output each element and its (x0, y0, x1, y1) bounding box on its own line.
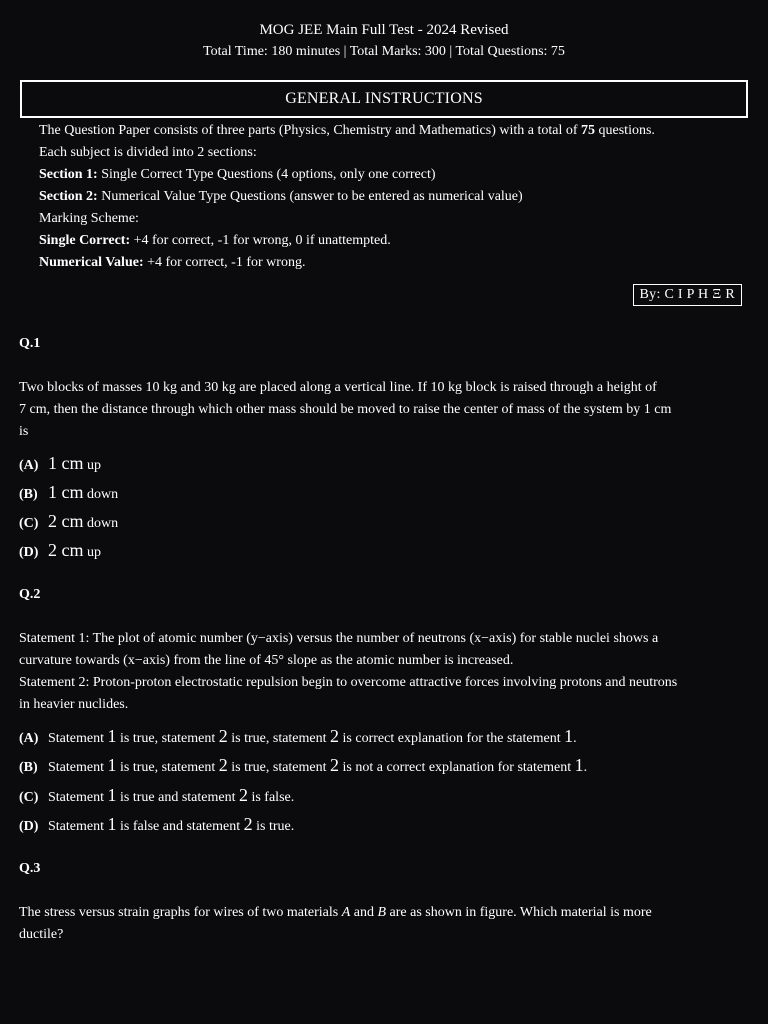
q2-option-a[interactable] (19, 725, 577, 750)
q1-option-a[interactable] (19, 452, 101, 477)
option-letter: (D) (19, 545, 39, 560)
option-text: is false. (247, 790, 295, 805)
statement-number: 1 (107, 785, 117, 805)
q1-option-b[interactable] (19, 481, 118, 506)
option-text: . (573, 731, 577, 746)
test-title: MOG JEE Main Full Test - 2024 Revised (259, 22, 509, 38)
question-text-line: Statement 2: Proton-proton electrostatic repulsion begin to overcome attractive forces involving protons and neutrons (19, 675, 678, 690)
option-suffix: down (83, 516, 119, 531)
option-letter: (C) (19, 516, 39, 531)
instructions-heading: GENERAL INSTRUCTIONS (20, 80, 748, 118)
statement-number: 2 (330, 755, 340, 775)
option-text: is true and statement (116, 790, 239, 805)
instruction-text: The Question Paper consists of three parts (Physics, Chemistry and Mathematics) with a total of (39, 123, 582, 138)
statement-number: 1 (574, 755, 584, 775)
question-3-text (19, 902, 750, 946)
option-letter: (B) (19, 760, 38, 775)
option-text: Statement (48, 731, 108, 746)
statement-number: 2 (243, 814, 253, 834)
section-1-label: Section 1: (39, 167, 98, 182)
option-value: 2 cm (48, 511, 84, 531)
question-2-text (19, 628, 750, 716)
option-suffix: up (83, 458, 101, 473)
statement-number: 2 (330, 726, 340, 746)
question-text-line: ductile? (19, 927, 64, 942)
question-2-label: Q.2 (19, 587, 41, 602)
question-count: 75 (581, 123, 596, 138)
q2-option-d[interactable] (19, 813, 294, 838)
marking-scheme-label: Marking Scheme: (39, 211, 139, 226)
single-correct-text: +4 for correct, -1 for wrong, 0 if unattempted. (130, 233, 391, 248)
instruction-section-2 (39, 186, 768, 208)
question-text-line: Statement 1: The plot of atomic number (y−axis) versus the number of neutrons (x−axis) for stable nuclei shows a (19, 631, 659, 646)
instruction-text: questions. (595, 123, 655, 138)
question-text-line: curvature towards (x−axis) from the line of 45° slope as the atomic number is increased. (19, 653, 514, 668)
option-text: Statement (48, 790, 108, 805)
option-suffix: up (83, 545, 101, 560)
test-summary: Total Time: 180 minutes | Total Marks: 300 | Total Questions: 75 (203, 44, 565, 59)
option-text: is true, statement (227, 731, 331, 746)
question-1-label: Q.1 (19, 336, 41, 351)
option-value: 2 cm (48, 540, 84, 560)
option-letter: (A) (19, 458, 39, 473)
instructions-list (0, 118, 768, 274)
option-text: is true, statement (227, 760, 331, 775)
statement-number: 1 (107, 726, 117, 746)
question-text-line: 7 cm, then the distance through which other mass should be moved to raise the center of mass of the system by 1 cm (19, 402, 672, 417)
marking-single-correct (39, 230, 768, 252)
option-suffix: down (83, 487, 119, 502)
question-text: are as shown in figure. Which material is more (386, 905, 652, 920)
option-value: 1 cm (48, 482, 84, 502)
question-text: and (350, 905, 378, 920)
q2-option-b[interactable] (19, 754, 587, 779)
material-a: A (341, 905, 351, 920)
author-credit (633, 285, 742, 305)
numerical-value-text: +4 for correct, -1 for wrong. (143, 255, 306, 270)
option-value: 1 cm (48, 453, 84, 473)
q1-option-c[interactable] (19, 510, 118, 535)
question-text-line: is (19, 424, 29, 439)
option-text: is correct explanation for the statement (339, 731, 565, 746)
statement-number: 1 (564, 726, 574, 746)
statement-number: 1 (107, 755, 117, 775)
question-text-line: in heavier nuclides. (19, 697, 129, 712)
question-text-line: Two blocks of masses 10 kg and 30 kg are placed along a vertical line. If 10 kg block is raised through a height of (19, 380, 657, 395)
option-text: is true. (252, 819, 295, 834)
question-3-label: Q.3 (19, 861, 41, 876)
statement-number: 2 (218, 726, 228, 746)
option-text: is true, statement (116, 731, 219, 746)
option-text: Statement (48, 819, 108, 834)
author-byline: By: C I P H Ξ R (633, 284, 742, 306)
section-2-label: Section 2: (39, 189, 98, 204)
instruction-section-1 (39, 164, 768, 186)
option-text: is not a correct explanation for statement (339, 760, 575, 775)
material-b: B (377, 905, 387, 920)
instruction-overview (39, 120, 768, 142)
q1-option-d[interactable] (19, 539, 101, 564)
question-text: The stress versus strain graphs for wires of two materials (19, 905, 342, 920)
section-2-text: Numerical Value Type Questions (answer to be entered as numerical value) (97, 189, 523, 204)
option-letter: (C) (19, 790, 39, 805)
numerical-value-label: Numerical Value: (39, 255, 144, 270)
statement-number: 1 (107, 814, 117, 834)
question-text-line (19, 902, 750, 924)
section-1-text: Single Correct Type Questions (4 options, only one correct) (97, 167, 436, 182)
option-text: is true, statement (116, 760, 219, 775)
option-letter: (B) (19, 487, 38, 502)
question-1-text (19, 377, 750, 443)
q2-option-c[interactable] (19, 784, 294, 809)
option-text: . (583, 760, 588, 775)
statement-number: 2 (218, 755, 228, 775)
marking-numerical-value (39, 252, 768, 274)
single-correct-label: Single Correct: (39, 233, 131, 248)
test-header (0, 0, 768, 63)
option-letter: (A) (19, 731, 39, 746)
statement-number: 2 (238, 785, 248, 805)
option-letter: (D) (19, 819, 39, 834)
option-text: Statement (48, 760, 108, 775)
instruction-sections: Each subject is divided into 2 sections: (39, 145, 257, 160)
option-text: is false and statement (116, 819, 244, 834)
